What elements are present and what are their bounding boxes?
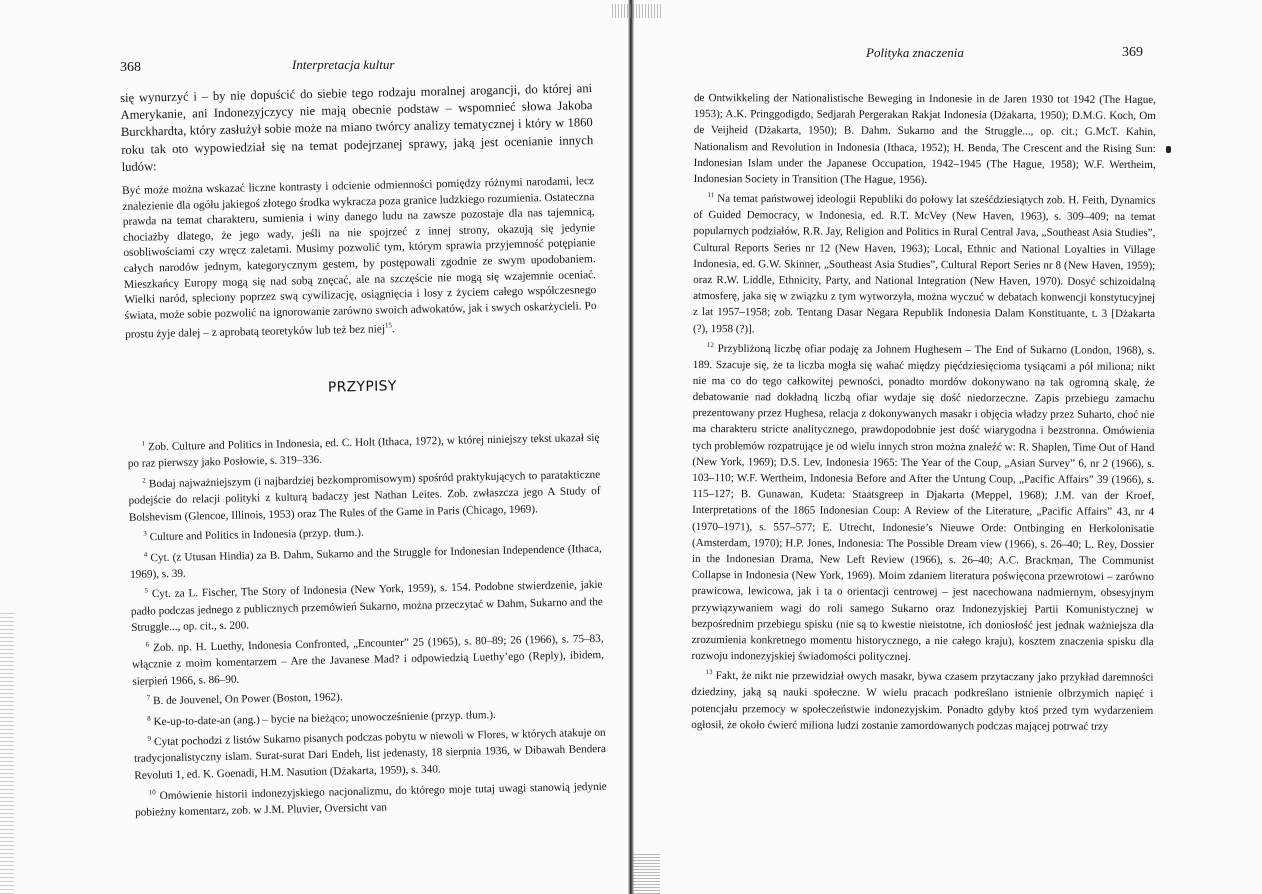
footnote-number: 13 [705, 668, 713, 677]
footnote-number: 10 [148, 788, 156, 797]
footnote [128, 463, 601, 526]
left-page-number: 368 [120, 60, 141, 75]
footnote-text: Zob. Culture and Politics in Indonesia, ed. C. Holt (Ithaca, 1972), w której niniejszy tekst ukazał się po raz pierwszy jako Posłowie, s. 319–336. [127, 431, 600, 470]
footnote-number: 1 [141, 439, 145, 448]
footnote-text: Ke-up-to-date-an (ang.) – bycie na bieżąco; unowocześnienie (przyp. tłum.). [153, 708, 496, 728]
right-footnotes [691, 187, 1155, 735]
left-page [0, 0, 628, 894]
footnote-text: Cyt. (z Utusan Hindia) za B. Dahm, Sukarno and the Struggle for Indonesian Independence (Ithaca, 1969), s. 39. [130, 542, 602, 581]
footnote [691, 664, 1153, 735]
footnote [130, 573, 603, 636]
notes-heading: PRZYPISY [327, 378, 397, 396]
footnote-number: 4 [143, 550, 148, 559]
footnote-number: 2 [142, 476, 146, 485]
right-running-head: Polityka znaczenia [866, 45, 964, 60]
right-page-number: 369 [1122, 45, 1143, 60]
quote-text: Być może można wskazać liczne kontrasty i odcienie odmienności pomiędzy różnymi narodami, lecz znalezienie dla ogółu jakiegoś złotego środka wykracza poza granice ludzkiego rozumienia. Ostateczna prawda na temat charakteru, sumienia i winy danego ludu na zawsze pozostaje dla nas tajemnicą, chociażby dlatego, że jego wady, jeśli na nie spojrzeć z innej strony, okazują się jedynie osobliwościami czy wręcz zaletami. Musimy pozwolić tym, którym sprawia przyjemność potępianie całych narodów jednym, kategorycznym gestem, by postępowali zgodnie ze swym upodobaniem. Mieszkańcy Europy mogą się nad sobą znęcać, ale na szczęście nie mogą się wzajemnie oceniać. Wielki naród, spleciony poprzez swą cywilizację, osiągnięcia i losy z życiem całego współczesnego świata, może sobie pozwolić na ignorowanie zarówno swoich adwokatów, jak i swych oskarżycieli. Po prostu żyje dalej – z aprobatą teoretyków lub też bez niej [121, 175, 597, 342]
footnote-number: 12 [706, 340, 714, 349]
footnote-number: 11 [707, 191, 715, 200]
footnote-number: 9 [147, 734, 152, 743]
footnote-text: Przybliżoną liczbę ofiar podaję za Johnem Hughesem – The End of Sukarno (London, 1968), s. 189. Szacuje się, że ta liczba mogła się wahać między pięćdziesięcioma tysiącami a pół miliona; nikt nie ma co do tego całkowitej pewności, ponadto mordów dokonywano na tak ogromną skalę, że debatowanie nad dokładną liczbą ofiar wydaje się dość niedorzeczne. Zapis przebiegu zamachu prezentowany przez Hughesa, relacja z dokonywanych masakr i objęcia władzy przez Suharto, choć nie ma charakteru stricte analitycznego, prawdopodobnie jest dość wiarygodna i bezstronna. Omówienia tych problemów rozpatrujące je od wielu innych stron można znaleźć w: R. Shaplen, Time Out of Hand (New York, 1969); D.S. Lev, Indonesia 1965: The Year of the Coup, „Asian Survey” 6, nr 2 (1966), s. 103–110; W.F. Wertheim, Indonesia Before and After the Untung Coup, „Pacific Affairs” 39 (1966), s. 115–127; B. Gunawan, Kudeta: Staatsgreep in Djakarta (Meppel, 1968); J.M. van der Kroef, Interpretations of the 1865 Indonesian Coup: A Review of the Literature, „Pacific Affairs” 43, nr 4 (1970–1971), s. 557–577; E. Utrecht, Indonesie’s Nieuwe Orde: Ontbinging en Herkolonisatie (Amsterdam, 1970); H.P. Jones, Indonesia: The Possible Dream view (1966), s. 26–40; L. Rey, Dossier in the Indonesian Drama, New Left Review (1966), s. 26–40; A.C. Brackman, The Communist Collapse in Indonesia (New York, 1969). Moim zdaniem literatura poświęcona przewrotowi – zarówno prawicowa, lewicowa, jak i ta o orientacji centrowej – jest nacechowana nadmiernym, obsesyjnym przywiązywaniem wagi do roli samego Sukarno oraz Indonezyjskiej Partii Komunistycznej w bezpośrednim przebiegu spisku (nie są to kwestie nieistotne, ich doniosłość jest jednak ważniejsza dla zrozumienia konkretnego momentu historycznego, a nie całego kraju), kosztem znaczenia spisku dla rozwoju indonezyjskiej świadomości politycznej. [691, 342, 1155, 664]
footnote-number: 7 [146, 693, 151, 703]
footnote [691, 337, 1154, 667]
left-footnotes [127, 426, 607, 822]
burckhardt-quote [122, 174, 597, 344]
footnote-text: Culture and Politics in Indonesia (przyp. tłum.). [149, 526, 364, 544]
ink-mark [1166, 146, 1171, 153]
footnote [693, 187, 1156, 339]
footnote-continuation: de Ontwikkeling der Nationalistische Beweging in Indonesie in de Jaren 1930 tot 1942 (The Hague, 1953); A.K. Pringgodigdo, Sedjarah Pergerakan Rakjat Indonesia (Dżakarta, 1950); D.M.G. Koch, Om de Veijheid (Dżakarta, 1950); B. Dahm. Sukarno and the Struggle..., op. cit.; G.McT. Kahin, Nationalism and Revolution in Indonesia (Ithaca, 1952); H. Benda, The Crescent and the Rising Sun: Indonesian Islam under the Japanese Occupation, 1942–1945 (The Hague, 1958); W.F. Wertheim, Indonesian Society in Transition (The Hague, 1956). [693, 91, 1156, 187]
footnote-text: Bodaj najważniejszym (i najbardziej bezkompromisowym) spośród praktykujących to paratakticzne podejście do relacji polityki z kulturą badaczy jest Nathan Leites. Zob. zwłaszcza jego A Study of Bolshevism (Glencoe, Illinois, 1953) oraz The Rules of the Game in Paris (Chicago, 1969). [128, 468, 601, 524]
footnote-number: 6 [145, 640, 150, 649]
footnote-number: 5 [144, 586, 149, 596]
footnote-text: Fakt, że nikt nie przewidział owych masakr, bywa czasem przytaczany jako przykład daremności dziedziny, jaką są nauki społeczne. W wielu pracach podkreślano istnienie olbrzymich napięć i potencjału przemocy w społeczeństwie indonezyjskim. Ponadto gdyby ktoś przed tym wydarzeniem ogłosił, że około ćwierć miliona ludzi zostanie zamordowanych podczas mającej potrwać trzy [691, 670, 1154, 733]
footnote [133, 721, 606, 784]
footnote-text: Cytat pochodzi z listów Sukarno pisanych podczas pobytu w niewoli w Flores, w których atakuje on tradycjonalistyczny islam. Surat-surat Dari Endeh, list jedenasty, 18 sierpnia 1936, w Dibawah Bendera Revoluti 1, ed. K. Goenadi, H.M. Nasution (Dżakarta, 1959), s. 340. [133, 726, 607, 782]
footnote-number: 8 [147, 714, 151, 723]
quote-end: . [391, 323, 396, 336]
right-page-text [691, 90, 1156, 735]
footnote-number: 3 [143, 529, 147, 538]
footnote-text: Omówienie historii indonezyjskiego nacjonalizmu, do którego moje tutaj uwagi stanowią jedynie pobieżny komentarz, zob. w J.M. Pluvier, Oversicht van [135, 780, 607, 819]
footnote-text: B. de Jouvenel, On Power (Boston, 1962). [152, 691, 343, 708]
quote-note-ref: 15 [384, 321, 393, 330]
left-page-text [120, 80, 607, 821]
footnote-text: Cyt. za L. Fischer, The Story of Indonesia (New York, 1959), s. 154. Podobne stwierdzenie, jakie padło podczas jednego z publicznych przemówień Sukarno, można przeczytać w Dahm, Sukarno and the Struggle..., op. cit., s. 200. [130, 579, 603, 635]
footnote-text: Na temat państwowej ideologii Republiki do połowy lat sześćdziesiątych zob. H. Feith, Dynamics of Guided Democracy, w Indonesia, ed. R.T. McVey (New Haven, 1963), s. 309–409; na temat popularnych podziałów, R.R. Jay, Religion and Politics in Rural Central Java, „Southeast Asia Studies”, Cultural Reports Series nr 12 (New Haven, 1963); Local, Ethnic and National Loyalties in Village Indonesia, ed. G.W. Skinner, „Southeast Asia Studies”, Cultural Report Series nr 8 (New Haven, 1959); oraz R.W. Liddle, Ethnicity, Party, and National Integration (New Haven, 1970). Dosyć schizoidalną atmosferę, jaka się w związku z tym wytworzyła, można wyczuć w debatach konwencji konstytucyjnej z lat 1957–1958; zob. Tentang Dasar Negara Republik Indonesia Dalam Konstituante, t. 3 [Dżakarta (?), 1958 (?)]. [692, 193, 1156, 335]
footnote [131, 627, 604, 690]
left-running-head: Interpretacja kultur [292, 57, 395, 72]
footnote-text: Zob. np. H. Luethy, Indonesia Confronted, „Encounter” 25 (1965), s. 80–89; 26 (1966), s. 75–83, włącznie z moim komentarzem – Are the Javanese Mad? i odpowiedzią Luethy’ego (Reply), ibidem, sierpień 1966, s. 86–90. [131, 632, 605, 688]
body-paragraph: się wynurzyć i – by nie dopuścić do siebie tego rodzaju moralnej arogancji, do której ani Amerykanie, ani Indonezyjczycy nie mają obecnie podstaw – wspomnieć słowa Jakoba Burckhardta, który zasłużył sobie może na miano twórcy analizy tematycznej i który w 1860 roku tak oto wypowiedział się na temat podejrzanej sprawy, jaką jest ocenianie innych ludów: [120, 81, 594, 174]
